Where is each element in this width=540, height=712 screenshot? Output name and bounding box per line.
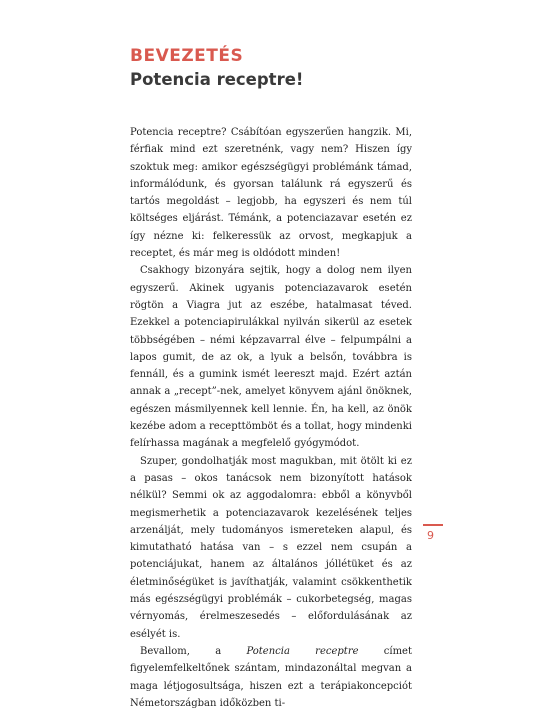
- chapter-label: BEVEZETÉS: [130, 46, 244, 66]
- page-number: 9: [427, 529, 434, 542]
- book-title-italic: Potencia receptre: [246, 645, 359, 657]
- paragraph-4-end: címet figyelemfelkeltőnek szántam, mindazonáltal megvan a maga létjogosultsága, hiszen ezt a terápiakoncepciót Németországban időközben ti-: [130, 645, 412, 709]
- paragraph-2: Csakhogy bizonyára sejtik, hogy a dolog nem ilyen egyszerű. Akinek ugyanis potenciazavarok esetén rögtön a Viagra jut az eszébe, hatalmasat téved. Ezekkel a potenciapirulákkal nyilván sikerül az esetek többségében – némi képzavarral élve – felpumpálni a lapos gumit, de az ok, a lyuk a belsőn, továbbra is fennáll, és a gumink ismét leereszt majd. Ezért aztán annak a „recept”-nek, amelyet könyvem ajánl önöknek, egészen másmilyennek kell lennie. Én, ha kell, az önök kezébe adom a recepttömböt és a tollat, hogy mindenki felírhassa magának a megfelelő gyógymódot.: [130, 265, 412, 450]
- page-number-rule: [423, 524, 443, 526]
- chapter-title: Potencia receptre!: [130, 70, 304, 89]
- paragraph-4-start: Bevallom, a: [140, 645, 247, 657]
- body-text: [130, 124, 412, 712]
- paragraph-4: [130, 643, 412, 712]
- paragraph-3: Szuper, gondolhatják most magukban, mit ötölt ki ez a pasas – okos tanácsok nem bizonyított hatások nélkül? Semmi ok az aggodalomra: ebből a könyvből megismerhetik a potenciazavarok kezelésének teljes arzenálját, mely tudományos ismereteken alapul, és kimutatható hatása van – s ezzel nem csupán a potenciájukat, hanem az általános jóllétüket és az életminőségüket is javíthatják, valamint csökkenthetik más egészségügyi problémák – cukorbetegség, magas vérnyomás, érelmeszesedés – előfordulásának az esélyét is.: [130, 455, 412, 640]
- paragraph-1: Potencia receptre? Csábítóan egyszerűen hangzik. Mi, férfiak mind ezt szeretnénk, vagy nem? Hiszen így szoktuk meg: amikor egészségügyi problémánk támad, informálódunk, és gyorsan találunk rá egyszerű és tartós megoldást – legjobb, ha egyszeri és nem túl költséges eljárást. Témánk, a potenciazavar esetén ez így nézne ki: felkeressük az orvost, megkapjuk a receptet, és már meg is oldódott minden!: [130, 127, 412, 260]
